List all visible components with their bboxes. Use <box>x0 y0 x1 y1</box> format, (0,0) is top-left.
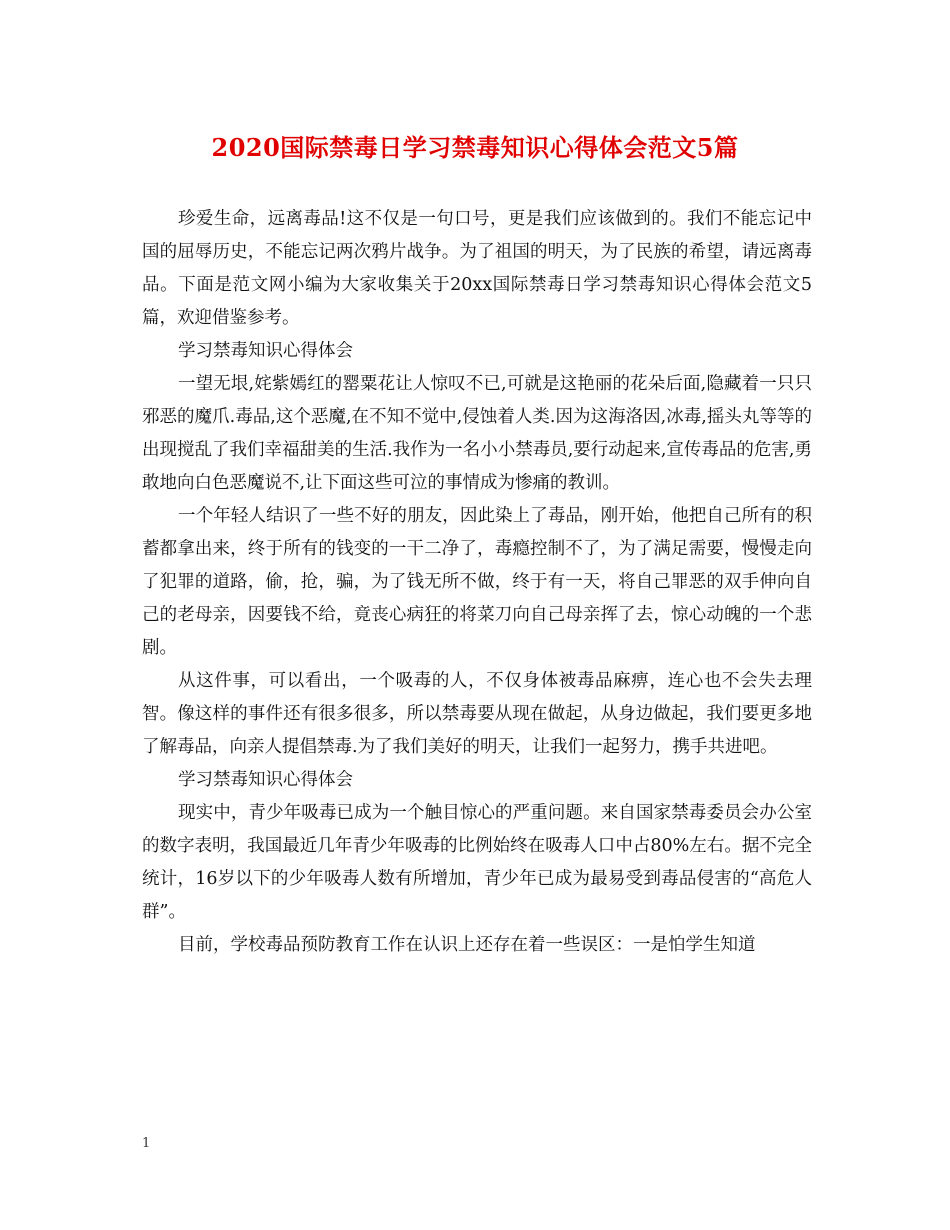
section-heading: 学习禁毒知识心得体会 <box>178 770 353 790</box>
document-body <box>142 203 812 962</box>
paragraph: 现实中，青少年吸毒已成为一个触目惊心的严重问题。来自国家禁毒委员会办公室的数字表明，我国最近几年青少年吸毒的比例始终在吸毒人口中占80%左右。据不完全统计，16岁以下的少年吸毒人数有所增加，青少年已成为最易受到毒品侵害的“高危人群”。 <box>142 803 812 922</box>
paragraph: 珍爱生命，远离毒品!这不仅是一句口号，更是我们应该做到的。我们不能忘记中国的屈辱历史，不能忘记两次鸦片战争。为了祖国的明天，为了民族的希望，请远离毒品。下面是范文网小编为大家收集关于20xx国际禁毒日学习禁毒知识心得体会范文5篇，欢迎借鉴参考。 <box>142 209 812 328</box>
document-title: 2020国际禁毒日学习禁毒知识心得体会范文5篇 <box>211 133 739 162</box>
section-heading: 学习禁毒知识心得体会 <box>178 341 353 361</box>
paragraph: 从这件事，可以看出，一个吸毒的人，不仅身体被毒品麻痹，连心也不会失去理智。像这样的事件还有很多很多，所以禁毒要从现在做起，从身边做起，我们要更多地了解毒品，向亲人提倡禁毒.为了我们美好的明天，让我们一起努力，携手共进吧。 <box>142 671 812 757</box>
paragraph: 目前，学校毒品预防教育工作在认识上还存在着一些误区：一是怕学生知道 <box>178 935 756 955</box>
paragraph: 一个年轻人结识了一些不好的朋友，因此染上了毒品，刚开始，他把自己所有的积蓄都拿出来，终于所有的钱变的一干二净了，毒瘾控制不了，为了满足需要，慢慢走向了犯罪的道路，偷，抢，骗，为了钱无所不做，终于有一天，将自己罪恶的双手伸向自己的老母亲，因要钱不给，竟丧心病狂的将菜刀向自己母亲挥了去，惊心动魄的一个悲剧。 <box>142 506 812 658</box>
paragraph: 一望无垠,姹紫嫣红的罂粟花让人惊叹不已,可就是这艳丽的花朵后面,隐藏着一只只邪恶的魔爪.毒品,这个恶魔,在不知不觉中,侵蚀着人类.因为这海洛因,冰毒,摇头丸等等的出现搅乱了我们幸福甜美的生活.我作为一名小小禁毒员,要行动起来,宣传毒品的危害,勇敢地向白色恶魔说不,让下面这些可泣的事情成为惨痛的教训。 <box>142 374 812 493</box>
page-number: 1 <box>142 1136 151 1151</box>
